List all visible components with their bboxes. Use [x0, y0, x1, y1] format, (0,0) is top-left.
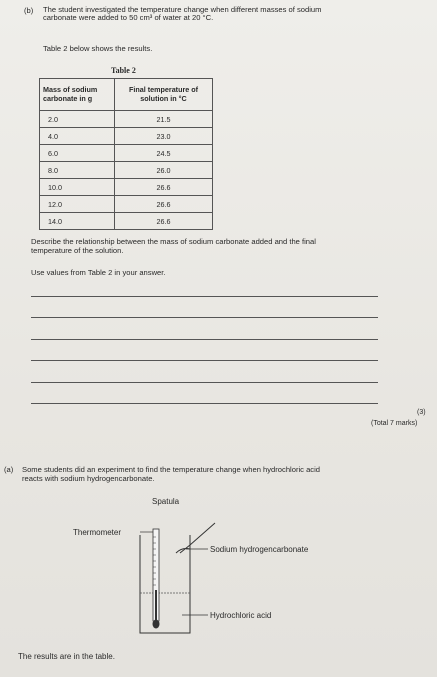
table-row	[40, 162, 213, 179]
acid-label: Hydrochloric acid	[210, 611, 272, 620]
answer-line[interactable]	[31, 403, 378, 404]
temperature-column-header: Final temperature of solution in °C	[115, 79, 213, 111]
table-row	[40, 145, 213, 162]
mass-cell: 2.0	[40, 111, 115, 128]
part-a-label: (a)	[4, 465, 14, 474]
total-marks: (Total 7 marks)	[371, 420, 418, 427]
intro-line-2: carbonate were added to 50 cm³ of water at 20 °C.	[43, 13, 214, 22]
spatula-label: Spatula	[152, 497, 180, 506]
temp-cell: 26.6	[115, 213, 213, 230]
part-b-label: (b)	[24, 6, 34, 15]
temp-cell: 23.0	[115, 128, 213, 145]
answer-line[interactable]	[31, 296, 378, 297]
table-intro: Table 2 below shows the results.	[43, 44, 153, 53]
mass-cell: 8.0	[40, 162, 115, 179]
mass-cell: 12.0	[40, 196, 115, 213]
sodium-hydrogencarbonate-label: Sodium hydrogencarbonate	[210, 545, 309, 554]
answer-line[interactable]	[31, 339, 378, 340]
table-row	[40, 179, 213, 196]
mass-cell: 14.0	[40, 213, 115, 230]
temp-cell: 21.5	[115, 111, 213, 128]
mass-cell: 4.0	[40, 128, 115, 145]
answer-line[interactable]	[31, 317, 378, 318]
results-text: The results are in the table.	[18, 652, 115, 661]
part-a-line-1: Some students did an experiment to find the temperature change when hydrochloric acid	[22, 465, 321, 474]
apparatus-diagram	[120, 505, 350, 645]
thermometer-liquid	[155, 590, 157, 624]
part-a-line-2: reacts with sodium hydrogencarbonate.	[22, 474, 155, 483]
table-header-row	[40, 79, 213, 111]
marks-label: (3)	[417, 409, 426, 416]
temp-cell: 26.6	[115, 179, 213, 196]
thermometer-bulb	[153, 620, 160, 629]
table-row	[40, 213, 213, 230]
mass-cell: 6.0	[40, 145, 115, 162]
temp-cell: 24.5	[115, 145, 213, 162]
use-values-instruction: Use values from Table 2 in your answer.	[31, 268, 166, 277]
table-row	[40, 196, 213, 213]
temp-cell: 26.0	[115, 162, 213, 179]
table-title: Table 2	[111, 66, 136, 75]
table-row	[40, 128, 213, 145]
beaker	[140, 535, 190, 633]
mass-cell: 10.0	[40, 179, 115, 196]
answer-line[interactable]	[31, 360, 378, 361]
intro-line-1: The student investigated the temperature change when different masses of sodium	[43, 5, 322, 14]
results-table	[39, 78, 213, 230]
thermometer-label: Thermometer	[73, 528, 122, 537]
question-line-2: temperature of the solution.	[31, 246, 124, 255]
mass-column-header: Mass of sodium carbonate in g	[40, 79, 115, 111]
temp-cell: 26.6	[115, 196, 213, 213]
answer-line[interactable]	[31, 382, 378, 383]
question-line-1: Describe the relationship between the mass of sodium carbonate added and the final	[31, 237, 316, 246]
table-row	[40, 111, 213, 128]
